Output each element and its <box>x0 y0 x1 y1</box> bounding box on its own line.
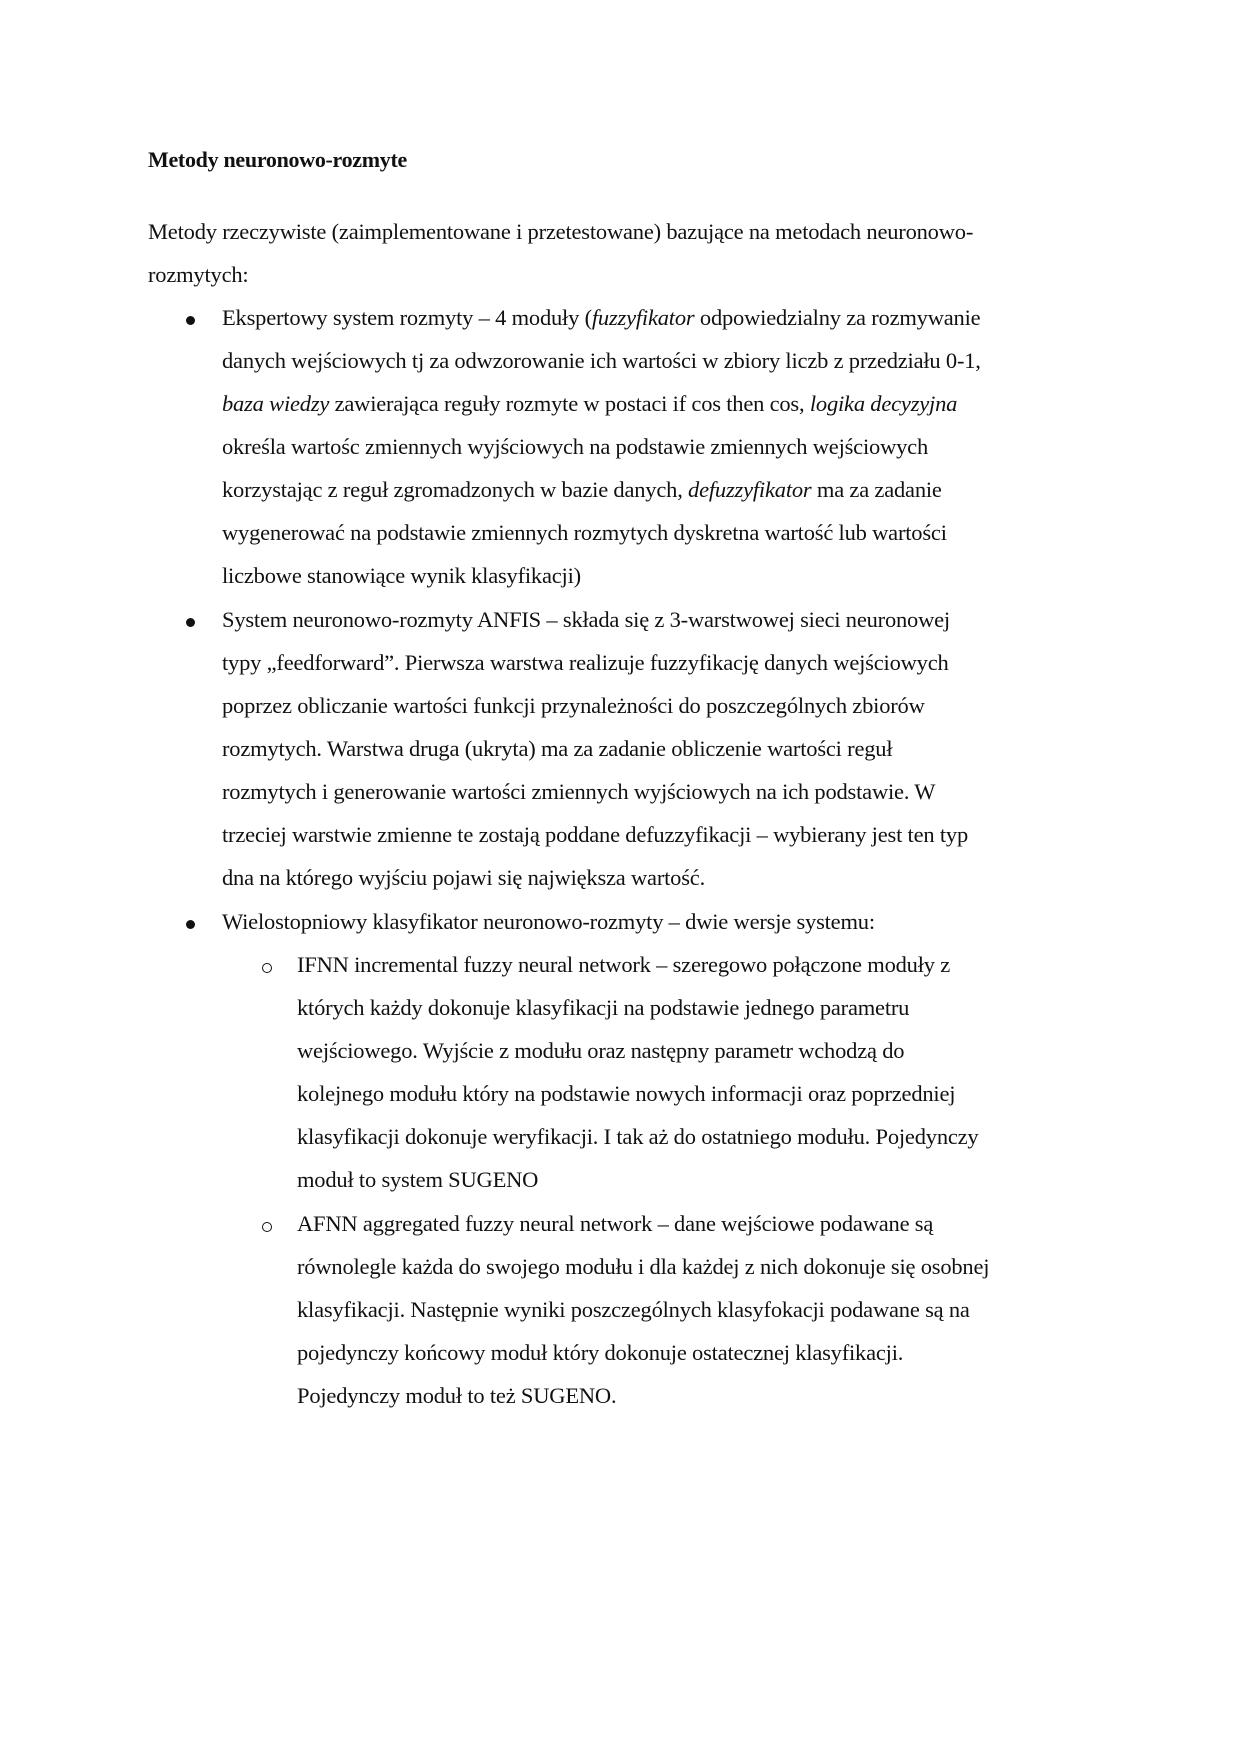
bullet-1-line-5: korzystając z reguł zgromadzonych w bazie danych, defuzzyfikator ma za zadanie <box>222 477 942 502</box>
bullet-1-line-1: Ekspertowy system rozmyty – 4 moduły (fuzzyfikator odpowiedzialny za rozmywanie <box>222 305 981 330</box>
bullet-2-line-7: dna na którego wyjściu pojawi się największa wartość. <box>222 865 706 890</box>
bullet-1-line-7: liczbowe stanowiące wynik klasyfikacji) <box>222 563 581 588</box>
bullet-1-line-3: baza wiedzy zawierająca reguły rozmyte w postaci if cos then cos, logika decyzyjna <box>222 391 958 416</box>
subitem-2-line-4: pojedynczy końcowy moduł który dokonuje ostatecznej klasyfikacji. <box>297 1340 904 1365</box>
sub-bullet-icon <box>262 963 272 973</box>
bullet-icon <box>186 920 195 929</box>
bullet-2-line-3: poprzez obliczanie wartości funkcji przynależności do poszczególnych zbiorów <box>222 693 925 718</box>
subitem-1-line-3: wejściowego. Wyjście z modułu oraz następny parametr wchodzą do <box>297 1038 905 1063</box>
subitem-2-line-5: Pojedynczy moduł to też SUGENO. <box>297 1383 617 1408</box>
bullet-icon <box>186 618 195 627</box>
bullet-2-line-1: System neuronowo-rozmyty ANFIS – składa się z 3-warstwowej sieci neuronowej <box>222 607 950 632</box>
bullet-2-line-5: rozmytych i generowanie wartości zmiennych wyjściowych na ich podstawie. W <box>222 779 936 804</box>
bullet-1-line-4: określa wartośc zmiennych wyjściowych na podstawie zmiennych wejściowych <box>222 434 929 459</box>
bullet-1-line-2: danych wejściowych tj za odwzorowanie ich wartości w zbiory liczb z przedziału 0-1, <box>222 348 981 373</box>
subitem-2-line-2: równolegle każda do swojego modułu i dla każdej z nich dokonuje się osobnej <box>297 1254 990 1279</box>
sub-bullet-icon <box>262 1222 272 1232</box>
subitem-1-line-6: moduł to system SUGENO <box>297 1167 539 1192</box>
intro-line-2: rozmytych: <box>148 262 249 287</box>
subitem-1-line-5: klasyfikacji dokonuje weryfikacji. I tak aż do ostatniego modułu. Pojedynczy <box>297 1124 979 1149</box>
document-title: Metody neuronowo-rozmyte <box>148 147 407 172</box>
subitem-1-line-1: IFNN incremental fuzzy neural network – szeregowo połączone moduły z <box>297 952 951 977</box>
bullet-2-line-2: typy „feedforward”. Pierwsza warstwa realizuje fuzzyfikację danych wejściowych <box>222 650 949 675</box>
bullet-1-line-6: wygenerować na podstawie zmiennych rozmytych dyskretna wartość lub wartości <box>222 520 947 545</box>
subitem-1-line-2: których każdy dokonuje klasyfikacji na podstawie jednego parametru <box>297 995 910 1020</box>
subitem-2-line-1: AFNN aggregated fuzzy neural network – dane wejściowe podawane są <box>297 1211 934 1236</box>
bullet-2-line-4: rozmytych. Warstwa druga (ukryta) ma za zadanie obliczenie wartości reguł <box>222 736 893 761</box>
bullet-icon <box>186 316 195 325</box>
bullet-3-line-1: Wielostopniowy klasyfikator neuronowo-rozmyty – dwie wersje systemu: <box>222 909 875 934</box>
bullet-2-line-6: trzeciej warstwie zmienne te zostają poddane defuzzyfikacji – wybierany jest ten typ <box>222 822 969 847</box>
intro-line-1: Metody rzeczywiste (zaimplementowane i przetestowane) bazujące na metodach neuronowo- <box>148 219 974 244</box>
subitem-2-line-3: klasyfikacji. Następnie wyniki poszczególnych klasyfokacji podawane są na <box>297 1297 970 1322</box>
subitem-1-line-4: kolejnego modułu który na podstawie nowych informacji oraz poprzedniej <box>297 1081 956 1106</box>
